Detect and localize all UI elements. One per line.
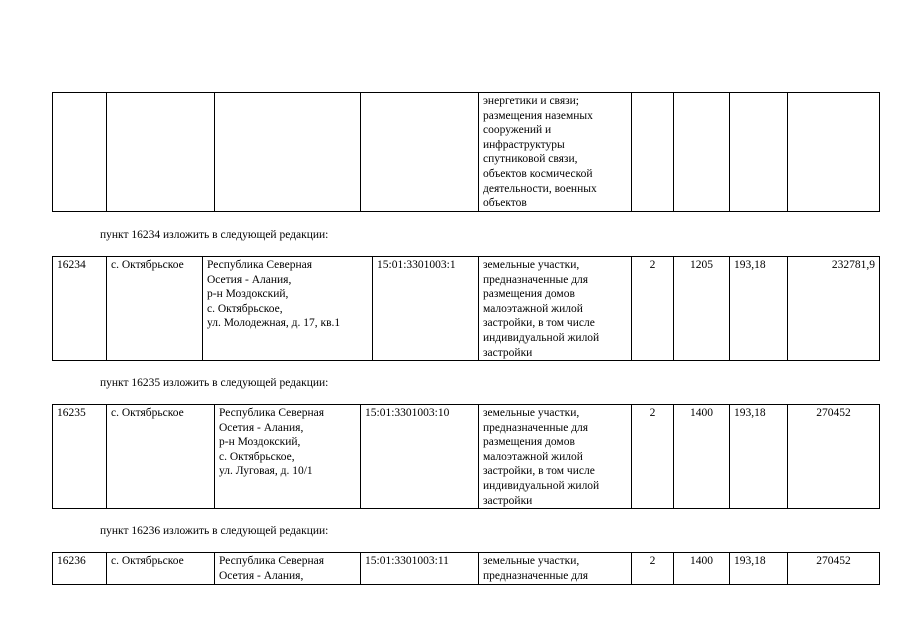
row-number — [53, 93, 107, 212]
table-row — [53, 257, 880, 361]
row-number: 16235 — [53, 405, 107, 509]
group-cell: 2 — [632, 553, 674, 585]
address-cell — [215, 93, 361, 212]
amendment-note-16236: пункт 16236 изложить в следующей редакции: — [100, 525, 329, 537]
cadastral-value-cell — [788, 93, 880, 212]
table-row — [53, 93, 880, 212]
address-cell: Республика Северная Осетия - Алания, р-н Моздокский, с. Октябрьское, ул. Молодежная, д. 17, кв.1 — [203, 257, 373, 361]
row-number: 16234 — [53, 257, 107, 361]
land-purpose-cell: энергетики и связи; размещения наземных сооружений и инфраструктуры спутниковой связи, объектов космической деятельности, военных объектов — [479, 93, 632, 212]
cadastral-value-cell: 232781,9 — [788, 257, 880, 361]
cadastral-number-cell: 15:01:3301003:11 — [361, 553, 479, 585]
table-item-16236 — [52, 552, 880, 585]
address-cell: Республика Северная Осетия - Алания, — [215, 553, 361, 585]
amendment-note-16235: пункт 16235 изложить в следующей редакции: — [100, 377, 329, 389]
table-continuation — [52, 92, 880, 212]
settlement-cell: с. Октябрьское — [107, 553, 215, 585]
cadastral-number-cell — [361, 93, 479, 212]
table-row — [53, 405, 880, 509]
rate-cell: 193,18 — [730, 553, 788, 585]
cadastral-value-cell: 270452 — [788, 553, 880, 585]
group-cell: 2 — [632, 257, 674, 361]
cadastral-number-cell: 15:01:3301003:1 — [373, 257, 479, 361]
cadastral-value-cell: 270452 — [788, 405, 880, 509]
land-purpose-cell: земельные участки, предназначенные для размещения домов малоэтажной жилой застройки, в том числе индивидуальной жилой застройки — [479, 405, 632, 509]
group-cell: 2 — [632, 405, 674, 509]
rate-cell — [730, 93, 788, 212]
area-cell: 1400 — [674, 405, 730, 509]
table-item-16234 — [52, 256, 880, 361]
group-cell — [632, 93, 674, 212]
settlement-cell — [107, 93, 215, 212]
settlement-cell: с. Октябрьское — [107, 405, 215, 509]
cadastral-number-cell: 15:01:3301003:10 — [361, 405, 479, 509]
land-purpose-cell: земельные участки, предназначенные для размещения домов малоэтажной жилой застройки, в том числе индивидуальной жилой застройки — [479, 257, 632, 361]
rate-cell: 193,18 — [730, 405, 788, 509]
row-number: 16236 — [53, 553, 107, 585]
area-cell: 1205 — [674, 257, 730, 361]
table-row — [53, 553, 880, 585]
land-purpose-cell: земельные участки, предназначенные для — [479, 553, 632, 585]
area-cell: 1400 — [674, 553, 730, 585]
address-cell: Республика Северная Осетия - Алания, р-н Моздокский, с. Октябрьское, ул. Луговая, д. 10/1 — [215, 405, 361, 509]
amendment-note-16234: пункт 16234 изложить в следующей редакции: — [100, 229, 329, 241]
rate-cell: 193,18 — [730, 257, 788, 361]
table-item-16235 — [52, 404, 880, 509]
settlement-cell: с. Октябрьское — [107, 257, 203, 361]
area-cell — [674, 93, 730, 212]
